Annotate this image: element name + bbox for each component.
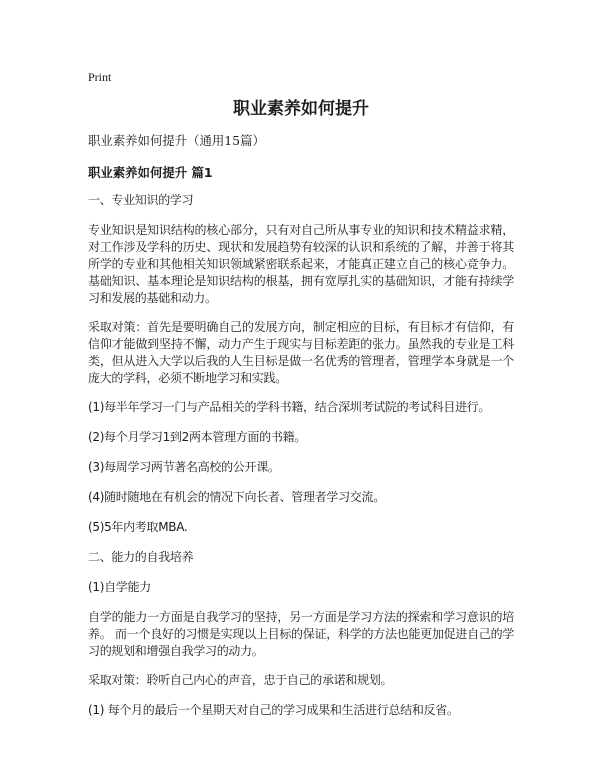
document-subtitle: 职业素养如何提升（通用15篇） (88, 133, 265, 148)
section-2-paragraph-2: 采取对策：聆听自己内心的声音，忠于自己的承诺和规划。 (88, 673, 393, 687)
list-item: (5)5年内考取MBA. (88, 520, 188, 534)
section-1-paragraph-1: 专业知识是知识结构的核心部分，只有对自己所从事专业的知识和技术精益求精，对工作涉及学科的历史、现状和发展趋势有较深的认识和系统的了解，并善于将其所学的专业和其他相关知识领域紧密联系起来，才能真正建立自己的核心竞争力。基础知识、基本理论是知识结构的根基，拥有宽厚扎实的基础知识，才能有持续学习和发展的基础和动力。 (88, 223, 514, 305)
article-heading: 职业素养如何提升 篇1 (88, 165, 213, 180)
section-2-subtitle: (1)自学能力 (88, 580, 151, 594)
section-2-paragraph-1: 自学的能力一方面是自我学习的坚持，另一方面是学习方法的探索和学习意识的培养。 而一个良好的习惯是实现以上目标的保证，科学的方法也能更加促进自己的学习的规划和增强自我学习的动力。 (88, 610, 514, 658)
document-title: 职业素养如何提升 (233, 99, 369, 119)
section-2-list-item: (1) 每个月的最后一个星期天对自己的学习成果和生活进行总结和反省。 (88, 703, 459, 717)
section-2-title: 二、能力的自我培养 (88, 550, 194, 564)
list-item: (2)每个月学习1到2两本管理方面的书籍。 (88, 430, 306, 444)
section-1-title: 一、专业知识的学习 (88, 193, 194, 207)
section-1-paragraph-2: 采取对策：首先是要明确自己的发展方向，制定相应的目标，有目标才有信仰，有信仰才能做到坚持不懈，动力产生于现实与目标差距的张力。虽然我的专业是工科类，但从进入大学以后我的人生目标是做一名优秀的管理者，管理学本身就是一个庞大的学科，必须不断地学习和实践。 (88, 320, 514, 385)
list-item: (3)每周学习两节著名高校的公开课。 (88, 460, 280, 474)
print-label: Print (88, 70, 112, 84)
list-item: (1)每半年学习一门与产品相关的学科书籍，结合深圳考试院的考试科目进行。 (88, 400, 491, 414)
list-item: (4)随时随地在有机会的情况下向长者、管理者学习交流。 (88, 490, 385, 504)
